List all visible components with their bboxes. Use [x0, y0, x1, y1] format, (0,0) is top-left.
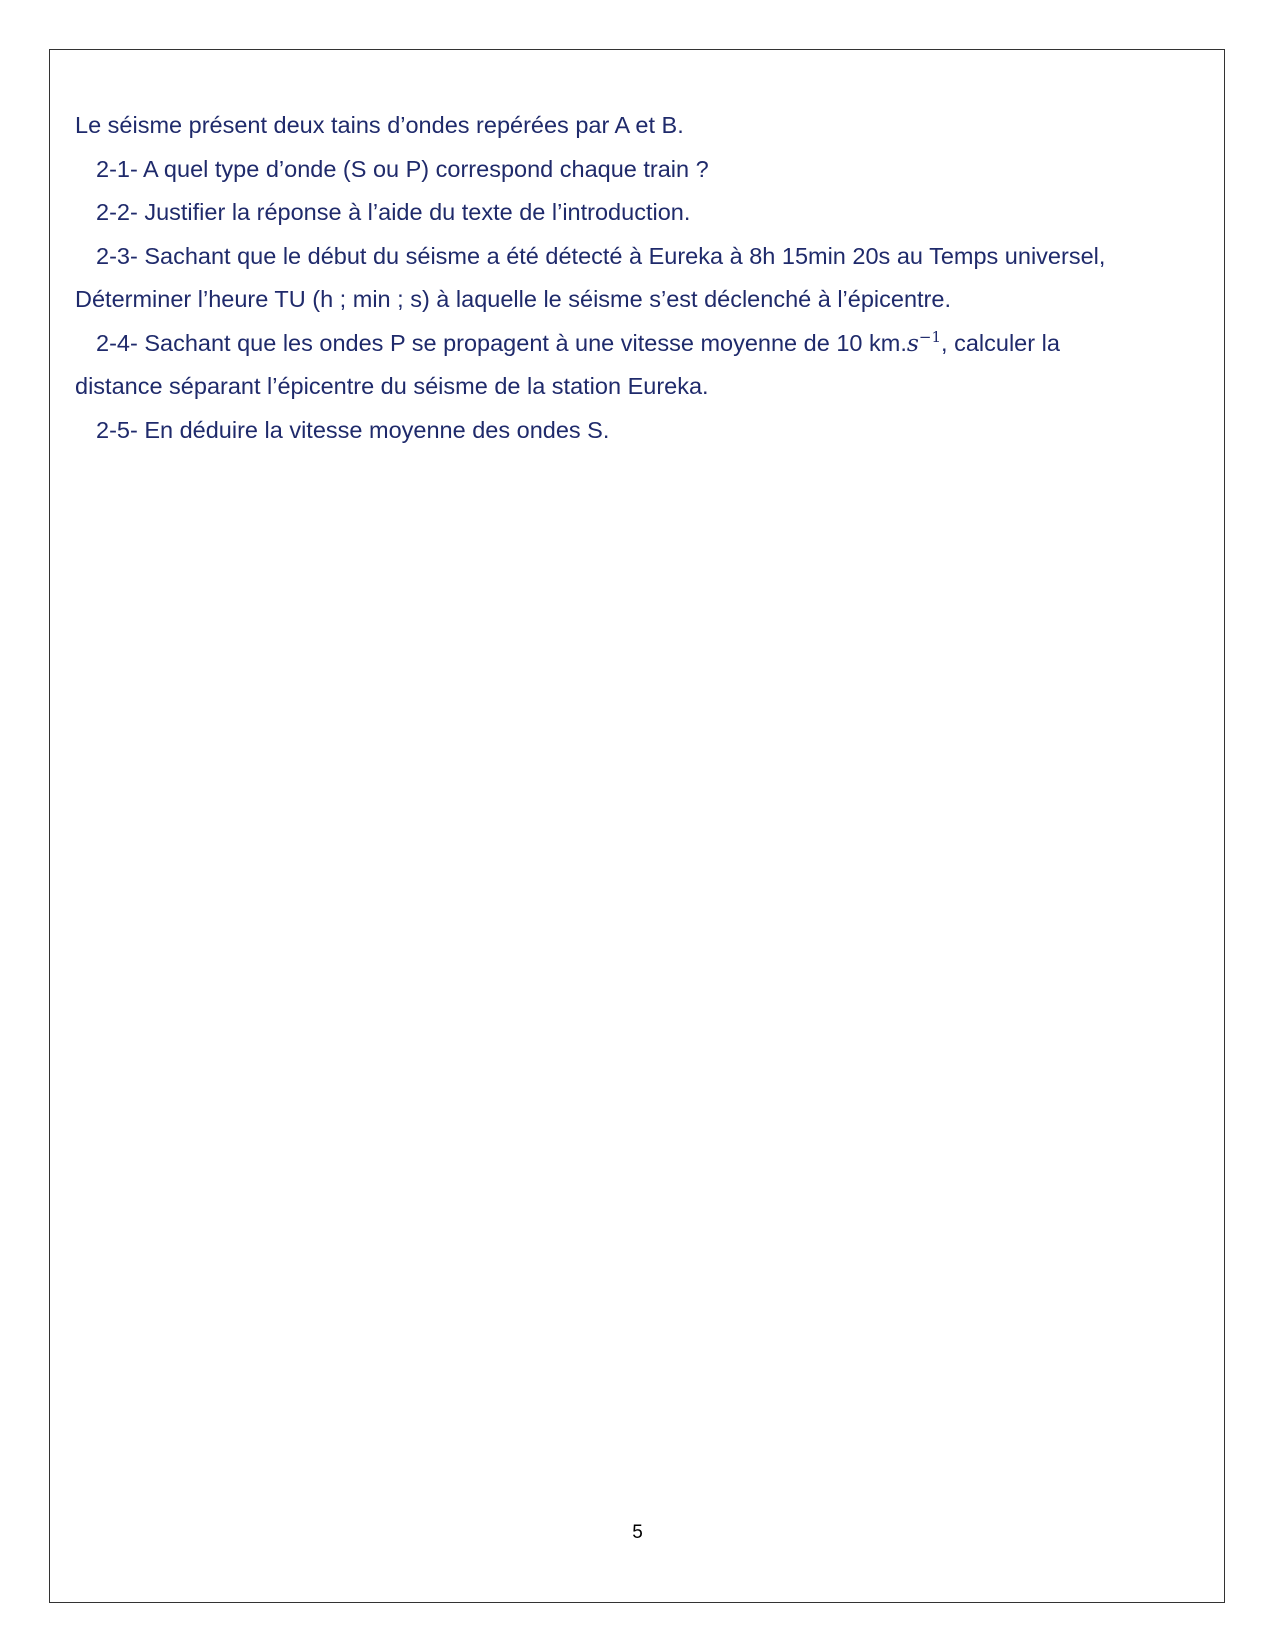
question-2-3-line1: 2-3- Sachant que le début du séisme a été détecté à Eureka à 8h 15min 20s au Temps universel,: [96, 242, 1106, 269]
document-body: [75, 104, 1185, 452]
question-2-1: 2-1- A quel type d’onde (S ou P) correspond chaque train ?: [96, 155, 709, 182]
intro-text: Le séisme présent deux tains d’ondes repérées par A et B.: [75, 112, 684, 138]
unit-base: s: [906, 328, 919, 357]
question-2-4-line1: [75, 322, 1185, 366]
page-number: 5: [632, 1522, 643, 1543]
question-2-4-text: 2-4- Sachant que les ondes P se propagent à une vitesse moyenne de 10 km.: [96, 329, 907, 356]
question-2-4-line2: distance séparant l’épicentre du séisme de la station Eureka.: [75, 373, 709, 399]
question-2-3-line2: Déterminer l’heure TU (h ; min ; s) à laquelle le séisme s’est déclenché à l’épicentre.: [75, 286, 951, 312]
question-2-5: 2-5- En déduire la vitesse moyenne des ondes S.: [96, 416, 610, 443]
question-2-2: 2-2- Justifier la réponse à l’aide du texte de l’introduction.: [96, 199, 691, 225]
unit-exponent: −1: [918, 327, 942, 346]
velocity-unit: [907, 329, 941, 357]
question-2-4-text-end: , calculer la: [941, 329, 1060, 356]
